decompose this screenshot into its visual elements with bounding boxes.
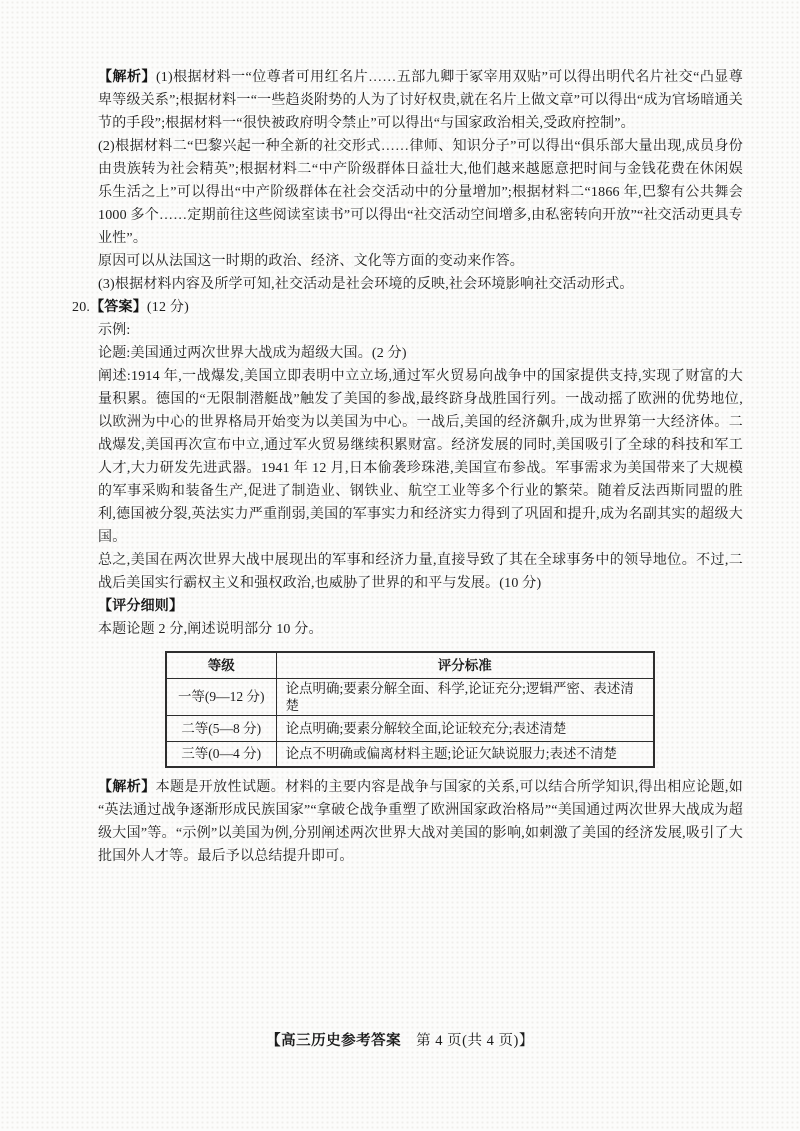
rubric-grade-2: 二等(5—8 分) bbox=[166, 715, 276, 741]
rubric-table bbox=[165, 651, 655, 768]
q20-topic-line: 论题:美国通过两次世界大战成为超级大国。(2 分) bbox=[98, 346, 407, 361]
q20-rubric-note: 本题论题 2 分,阐述说明部分 10 分。 bbox=[98, 622, 323, 637]
q20-answer-line bbox=[72, 296, 743, 319]
q20-analysis-text: 本题是开放性试题。材料的主要内容是战争与国家的关系,可以结合所学知识,得出相应论题,如“英法通过战争逐渐形成民族国家”“拿破仑战争重塑了欧洲国家政治格局”“美国通过两次世界大战成为超级大国”等。“示例”以美国为例,分别阐述两次世界大战对美国的影响,如刺激了美国的经济发展,吸引了大批国外人才等。最后予以总结提升即可。 bbox=[98, 780, 743, 864]
q20-rubric-label-line bbox=[98, 595, 743, 618]
q19-analysis-paragraph-2: (2)根据材料二“巴黎兴起一种全新的社交形式……律师、知识分子”可以得出“俱乐部大量出现,成员身份由贵族转为社会精英”;根据材料二“中产阶级群体日益壮大,他们越来越愿意把时间与金钱花费在休闲娱乐生活之上”可以得出“中产阶级群体在社会交活动中的分量增加”;根据材料二“1866 年,巴黎有公共舞会 1000 多个……定期前往这些阅读室读书”可以得出“社交活动空间增多,由私密转向开放”“社交活动更具专业性”。 bbox=[98, 139, 743, 246]
rubric-grade-3: 三等(0—4 分) bbox=[166, 741, 276, 767]
footer-title: 【高三历史参考答案 bbox=[266, 1033, 402, 1049]
rubric-criteria-1: 论点明确;要素分解全面、科学,论证充分;逻辑严密、表述清楚 bbox=[276, 678, 654, 715]
q20-elaboration-paragraph: 阐述:1914 年,一战爆发,美国立即表明中立立场,通过军火贸易向战争中的国家提供支持,实现了财富的大量积累。德国的“无限制潜艇战”触发了美国的参战,最终跻身战胜国行列。一战动摇了欧洲的优势地位,以欧洲为中心的世界格局开始变为以美国为中心。一战后,美国的经济飙升,成为世界第一大经济体。二战爆发,美国再次宣布中立,通过军火贸易继续积累财富。经济发展的同时,美国吸引了全球的科技和军工人才,大力研发先进武器。1941 年 12 月,日本偷袭珍珠港,美国宣布参战。军事需求为美国带来了大规模的军事采购和装备生产,促进了制造业、钢铁业、航空工业等多个行业的繁荣。随着反法西斯同盟的胜利,德国被分裂,英法实力严重削弱,美国的军事实力和经济实力得到了巩固和提升,成为名副其实的超级大国。 bbox=[98, 369, 743, 545]
q20-answer-label: 【答案】 bbox=[90, 300, 147, 315]
q20-example-label: 示例: bbox=[98, 323, 131, 338]
footer-page-info: 第 4 页(共 4 页)】 bbox=[416, 1033, 534, 1049]
rubric-header-criteria: 评分标准 bbox=[276, 652, 654, 678]
content-area bbox=[72, 66, 743, 868]
q19-analysis-paragraph-3: 原因可以从法国这一时期的政治、经济、文化等方面的变动来作答。 bbox=[98, 254, 524, 269]
q20-analysis-label: 【解析】 bbox=[98, 780, 156, 795]
q20-rubric-label: 【评分细则】 bbox=[98, 599, 184, 614]
rubric-header-row bbox=[166, 652, 654, 678]
q19-analysis-text-1: (1)根据材料一“位尊者可用红名片……五部九卿于冢宰用双贴”可以得出明代名片社交“凸显尊卑等级关系”;根据材料一“一些趋炎附势的人为了讨好权贵,就在名片上做文章”可以得出“成为官场暗通关节的手段”;根据材料一“很快被政府明令禁止”可以得出“与国家政治相关,受政府控制”。 bbox=[98, 70, 743, 131]
q20-score: (12 分) bbox=[146, 300, 189, 315]
page-footer bbox=[0, 1029, 800, 1050]
rubric-row-1 bbox=[166, 678, 654, 715]
rubric-header-grade: 等级 bbox=[166, 652, 276, 678]
q19-analysis-label: 【解析】 bbox=[98, 70, 156, 85]
rubric-row-2 bbox=[166, 715, 654, 741]
q19-analysis-paragraph-4: (3)根据材料内容及所学可知,社交活动是社会环境的反映,社会环境影响社交活动形式。 bbox=[98, 277, 634, 292]
q20-conclusion-paragraph: 总之,美国在两次世界大战中展现出的军事和经济力量,直接导致了其在全球事务中的领导地位。不过,二战后美国实行霸权主义和强权政治,也威胁了世界的和平与发展。(10 分) bbox=[98, 553, 743, 591]
q20-analysis-paragraph bbox=[98, 776, 743, 868]
q20-question-number: 20. bbox=[72, 300, 91, 315]
q19-analysis-paragraph-1 bbox=[98, 66, 743, 135]
rubric-criteria-3: 论点不明确或偏离材料主题;论证欠缺说服力;表述不清楚 bbox=[276, 741, 654, 767]
rubric-criteria-2: 论点明确;要素分解较全面,论证较充分;表述清楚 bbox=[276, 715, 654, 741]
rubric-row-3 bbox=[166, 741, 654, 767]
rubric-grade-1: 一等(9—12 分) bbox=[166, 678, 276, 715]
